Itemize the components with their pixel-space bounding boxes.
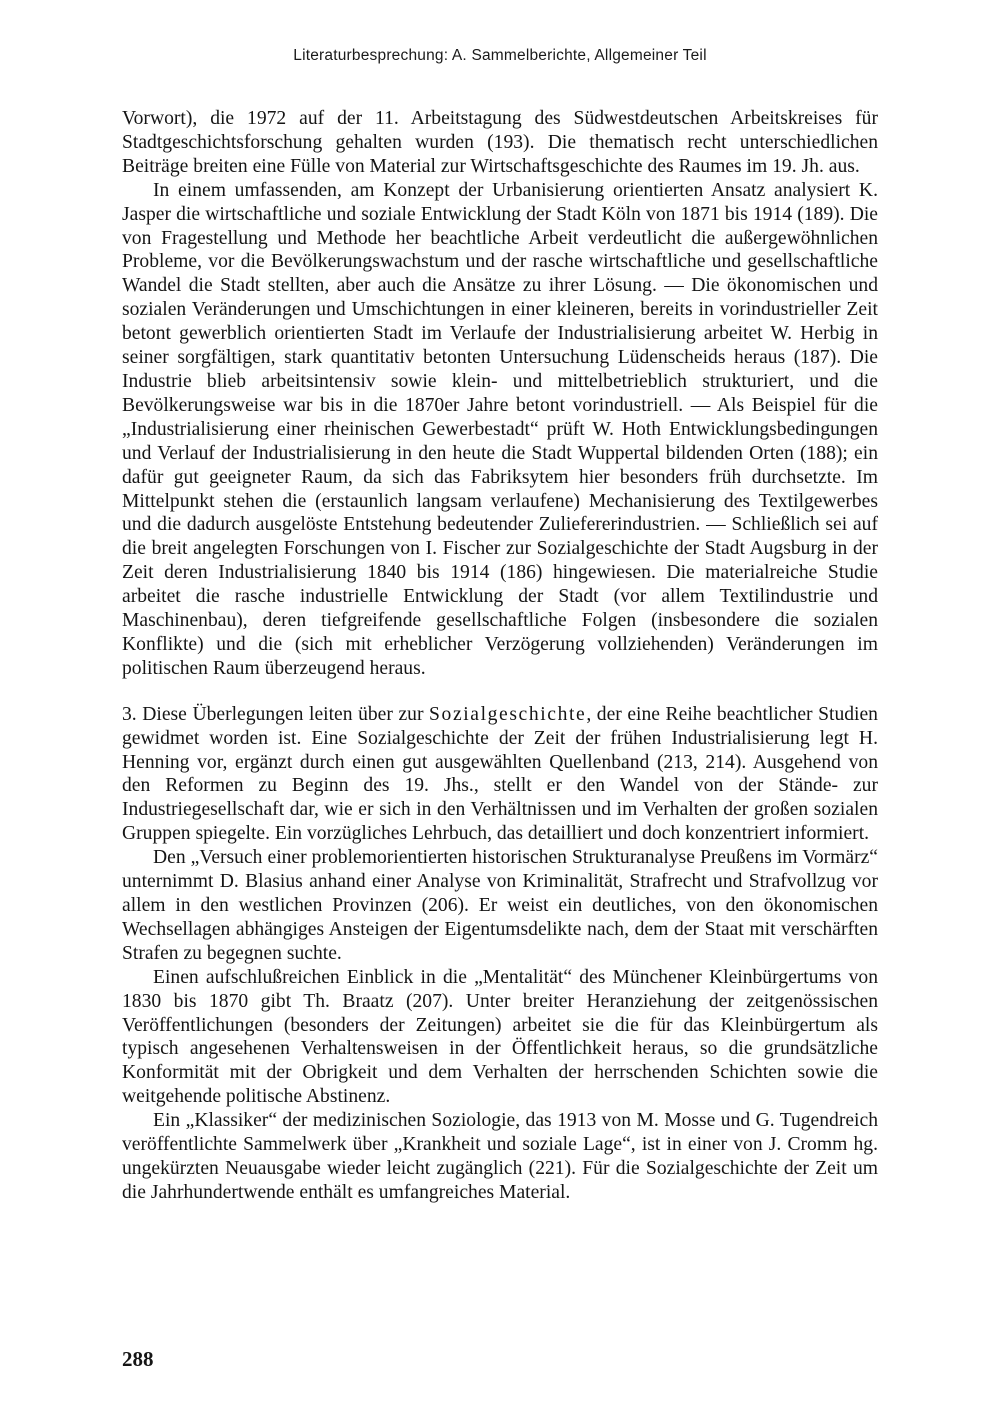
paragraph-blasius: Den „Versuch einer problemorientierten historischen Strukturanalyse Preußens im Vormärz“ unternimmt D. Blasius anhand einer Analyse von Kriminalität, Strafrecht und Strafvollzug vor allem in den westlichen Provinzen (206). Er weist ein deutliches, von den ökonomischen Wechsellagen abhängiges Ansteigen der Eigentumsdelikte nach, dem der Staat mit verschärften Strafen zu begegnen suchte. (122, 847, 878, 964)
section-number: 3. (122, 703, 137, 725)
section-3-paragraph (122, 703, 878, 846)
paragraph-continuation: Vorwort), die 1972 auf der 11. Arbeitstagung des Südwestdeutschen Arbeitskreises für Stadtgeschichtsforschung gehalten wurden (193). Die thematisch recht unterschiedlichen Beiträge breiten eine Fülle von Material zur Wirtschaftsgeschichte des Raumes im 19. Jh. aus. (122, 108, 878, 177)
paragraph-mosse: Ein „Klassiker“ der medizinischen Soziologie, das 1913 von M. Mosse und G. Tugendreich veröffentlichte Sammelwerk über „Krankheit und soziale Lage“, ist in einer von J. Cromm hg. ungekürzten Neuausgabe wieder leicht zugänglich (221). Für die Sozialgeschichte der Zeit um die Jahrhundertwende enthält es umfangreiches Material. (122, 1110, 878, 1203)
paragraph-urbanisation: In einem umfassenden, am Konzept der Urbanisierung orientierten Ansatz analysiert K. Jasper die wirtschaftliche und soziale Entwicklung der Stadt Köln von 1871 bis 1914 (189). Die von Fragestellung und Methode her beachtliche Arbeit verdeutlicht die außergewöhnlichen Probleme, vor die Bevölkerungswachstum und der rasche wirtschaftliche und gesellschaftliche Wandel die Stadt stellten, aber auch die Ansätze zu ihrer Lösung. — Die ökonomischen und sozialen Veränderungen und Umschichtungen in einer kleineren, bereits in vorindustrieller Zeit betont gewerblich orientierten Stadt im Verlaufe der Industrialisierung arbeitet W. Herbig in seiner sorgfältigen, stark quantitativ betonten Untersuchung Lüdenscheids heraus (187). Die Industrie blieb arbeitsintensiv sowie klein- und mittelbetrieblich strukturiert, und die Bevölkerungsweise war bis in die 1870er Jahre betont vorindustriell. — Als Beispiel für die „Industrialisierung einer rheinischen Gewerbestadt“ prüft W. Hoth Entwicklungsbedingungen und Verlauf der Industrialisierung in den heute die Stadt Wuppertal bildenden Orten (188); ein dafür gut geeigneter Raum, da sich das Fabriksytem hier besonders früh durchsetzte. Im Mittelpunkt stehen die (erstaunlich langsam verlaufene) Mechanisierung des Textilgewerbes und die dadurch ausgelöste Entstehung bedeutender Zuliefererindustrien. — Schließlich sei auf die breit angelegten Forschungen von I. Fischer zur Sozialgeschichte der Stadt Augsburg in der Zeit deren Industrialisierung 1840 bis 1914 (186) hingewiesen. Die materialreiche Studie arbeitet die rasche industrielle Entwicklung der Stadt (vor allem Textilindustrie und Maschinenbau), deren tiefgreifende gesellschaftliche Folgen (insbesondere die sozialen Konflikte) und die (sich mit erheblicher Verzögerung vollziehenden) Veränderungen im politischen Raum überzeugend heraus. (122, 179, 878, 679)
section-keyword: Sozialgeschichte (429, 703, 587, 725)
section-3-lead: Diese Überlegungen leiten über zur (136, 703, 430, 725)
body-text (122, 107, 878, 1205)
document-page (122, 0, 878, 1419)
section-3-text: , der eine Reihe beachtlicher Studien gewidmet worden ist. Eine Sozialgeschichte der Zeit der frühen Industrialisierung legt H. Henning vor, ergänzt durch einen gut ausgewählten Quellenband (213, 214). Ausgehend von den Reformen zu Beginn des 19. Jhs., stellt er den Wandel von der Stände- zur Industriegesellschaft dar, wie er sich in den Verhältnissen und im Verhalten der großen sozialen Gruppen spiegelte. Ein vorzügliches Lehrbuch, das detailliert und doch konzentriert informiert. (122, 703, 878, 845)
page-number: 288 (122, 1347, 154, 1371)
running-header: Literaturbesprechung: A. Sammelberichte, Allgemeiner Teil (293, 47, 707, 64)
paragraph-braatz: Einen aufschlußreichen Einblick in die „Mentalität“ des Münchener Kleinbürgertums von 1830 bis 1870 gibt Th. Braatz (207). Unter breiter Heranziehung der zeitgenössischen Veröffentlichungen (besonders der Zeitungen) arbeitet sie die für das Kleinbürgertum als typisch angesehenen Verhaltensweisen in der Öffentlichkeit heraus, so die grundsätzliche Konformität mit der Obrigkeit und dem Verhalten der herrschenden Schichten sowie die weitgehende politische Abstinenz. (122, 966, 878, 1108)
